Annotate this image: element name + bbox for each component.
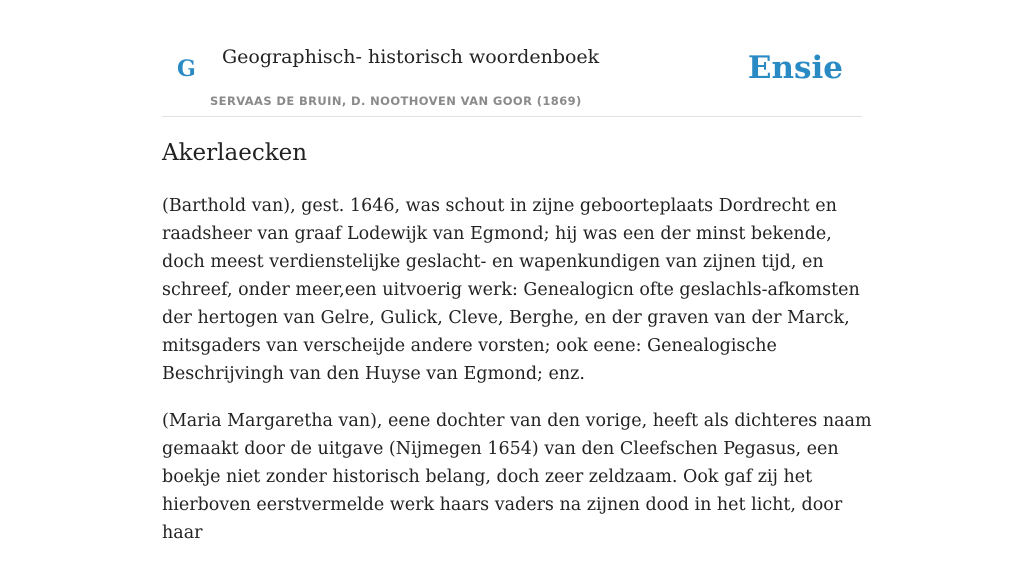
book-header bbox=[162, 0, 862, 117]
entry-paragraph: (Barthold van), gest. 1646, was schout in zijne geboorteplaats Dordrecht en raadsheer van graaf Lodewijk van Egmond; hij was een der minst bekende, doch meest verdienstelijke geslacht- en wapenkundigen van zijnen tijd, en schreef, onder meer,een uitvoerig werk: Genealogicn ofte geslachls-afkomsten der hertogen van Gelre, Gulick, Cleve, Berghe, en der graven van der Marck, mitsgaders van verscheijde andere vorsten; ook eene: Genealogische Beschrijvingh van den Huyse van Egmond; enz. bbox=[162, 196, 860, 384]
book-author: SERVAAS DE BRUIN, D. NOOTHOVEN VAN GOOR (1869) bbox=[210, 94, 582, 108]
entry-paragraph: (Maria Margaretha van), eene dochter van den vorige, heeft als dichteres naam gemaakt door de uitgave (Nijmegen 1654) van den Cleefschen Pegasus, een boekje niet zonder historisch belang, doch zeer zeldzaam. Ook gaf zij het hierboven eerstvermelde werk haars vaders na zijnen dood in het licht, door haar bbox=[162, 411, 872, 543]
book-letter-icon[interactable]: G bbox=[177, 56, 196, 82]
ensie-logo-link[interactable]: Ensie bbox=[747, 50, 843, 86]
entry-body bbox=[162, 192, 872, 566]
book-title-link[interactable]: Geographisch- historisch woordenboek bbox=[222, 46, 600, 68]
entry-title: Akerlaecken bbox=[162, 140, 308, 166]
